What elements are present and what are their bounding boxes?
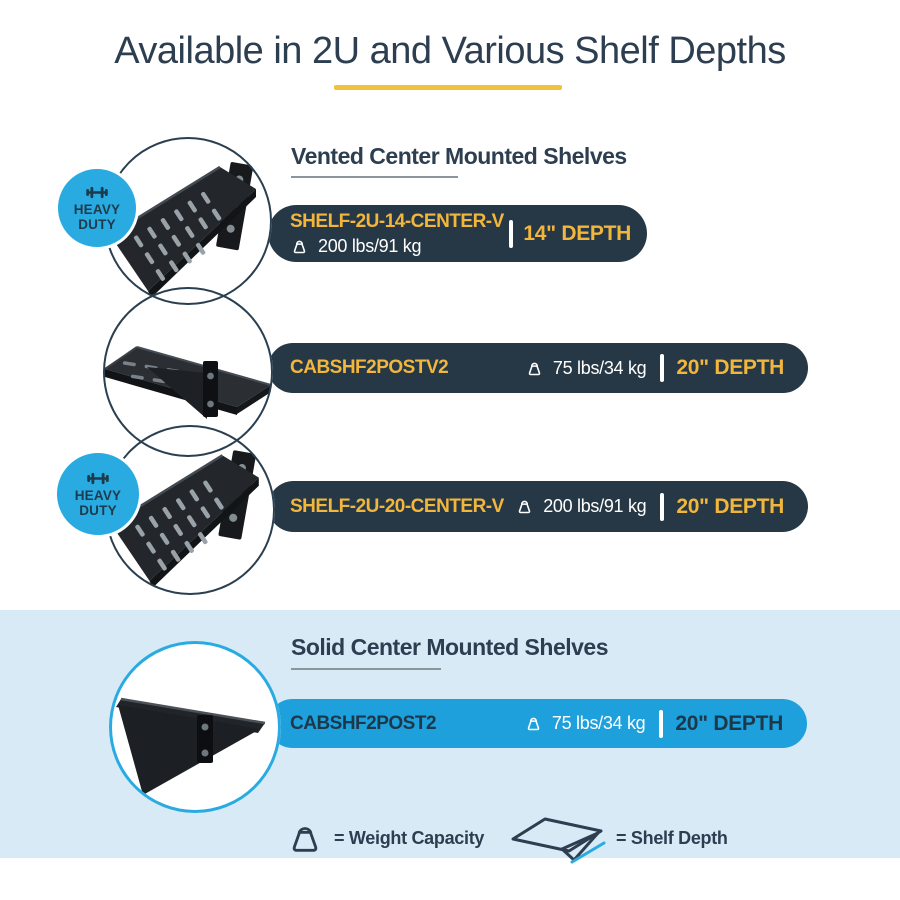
- weight-capacity-group: [290, 236, 504, 257]
- weight-icon: [515, 497, 534, 516]
- weight-icon: [524, 714, 543, 733]
- weight-icon: [286, 817, 324, 859]
- product-row-shelf-2u-14: [268, 205, 647, 262]
- model-number: CABSHF2POST2: [290, 712, 437, 734]
- weight-capacity-label: 75 lbs/34 kg: [551, 713, 646, 733]
- weight-icon: [290, 237, 309, 256]
- page-title: Available in 2U and Various Shelf Depths: [114, 30, 786, 72]
- badge-text-line1: HEAVY: [74, 487, 122, 503]
- product-photo-circle-4: [109, 641, 281, 813]
- weight-icon: [525, 359, 544, 378]
- product-row-shelf-2u-20: [268, 481, 808, 532]
- vented-section-heading: Vented Center Mounted Shelves: [291, 143, 627, 169]
- solid-shelf-image: [109, 641, 281, 813]
- depth-label: 20" DEPTH: [676, 356, 784, 379]
- weight-capacity-group: [525, 358, 646, 379]
- weight-capacity-group: [524, 713, 645, 734]
- depth-label: 14" DEPTH: [523, 221, 631, 245]
- product-row-left-column: [290, 211, 504, 257]
- heavy-duty-badge: [54, 450, 142, 538]
- separator-bar: [509, 220, 513, 248]
- weight-capacity-group: [515, 496, 646, 517]
- product-row-cabshf2postv2: [268, 343, 808, 393]
- separator-bar: [660, 493, 664, 521]
- solid-section-heading: Solid Center Mounted Shelves: [291, 634, 608, 660]
- badge-text-line2: DUTY: [78, 216, 116, 232]
- weight-capacity-label: 75 lbs/34 kg: [552, 357, 647, 378]
- model-number: CABSHF2POSTV2: [290, 357, 449, 378]
- dumbbell-icon: [84, 471, 112, 486]
- depth-group: [509, 220, 631, 248]
- depth-label: 20" DEPTH: [675, 711, 783, 735]
- shelf-depth-icon: [510, 812, 606, 864]
- model-number: SHELF-2U-20-CENTER-V: [290, 495, 504, 517]
- model-number: SHELF-2U-14-CENTER-V: [290, 210, 504, 232]
- vented-heading-underline: [291, 176, 458, 178]
- badge-text-line2: DUTY: [79, 502, 117, 518]
- separator-bar: [660, 354, 664, 382]
- dumbbell-icon: [83, 185, 111, 200]
- badge-text-line1: HEAVY: [73, 201, 121, 217]
- legend-depth-label: = Shelf Depth: [616, 827, 728, 848]
- heavy-duty-badge: [55, 166, 139, 250]
- weight-capacity-label: 200 lbs/91 kg: [543, 496, 647, 516]
- legend-weight-label: = Weight Capacity: [334, 827, 485, 848]
- solid-heading-underline: [291, 668, 441, 670]
- legend-shelf-depth: [510, 814, 728, 862]
- depth-label: 20" DEPTH: [676, 494, 784, 518]
- product-row-cabshf2post2: [268, 699, 807, 748]
- legend-weight-capacity: [286, 814, 484, 862]
- separator-bar: [659, 710, 663, 738]
- weight-capacity-label: 200 lbs/91 kg: [318, 235, 422, 256]
- title-underline: [334, 85, 562, 90]
